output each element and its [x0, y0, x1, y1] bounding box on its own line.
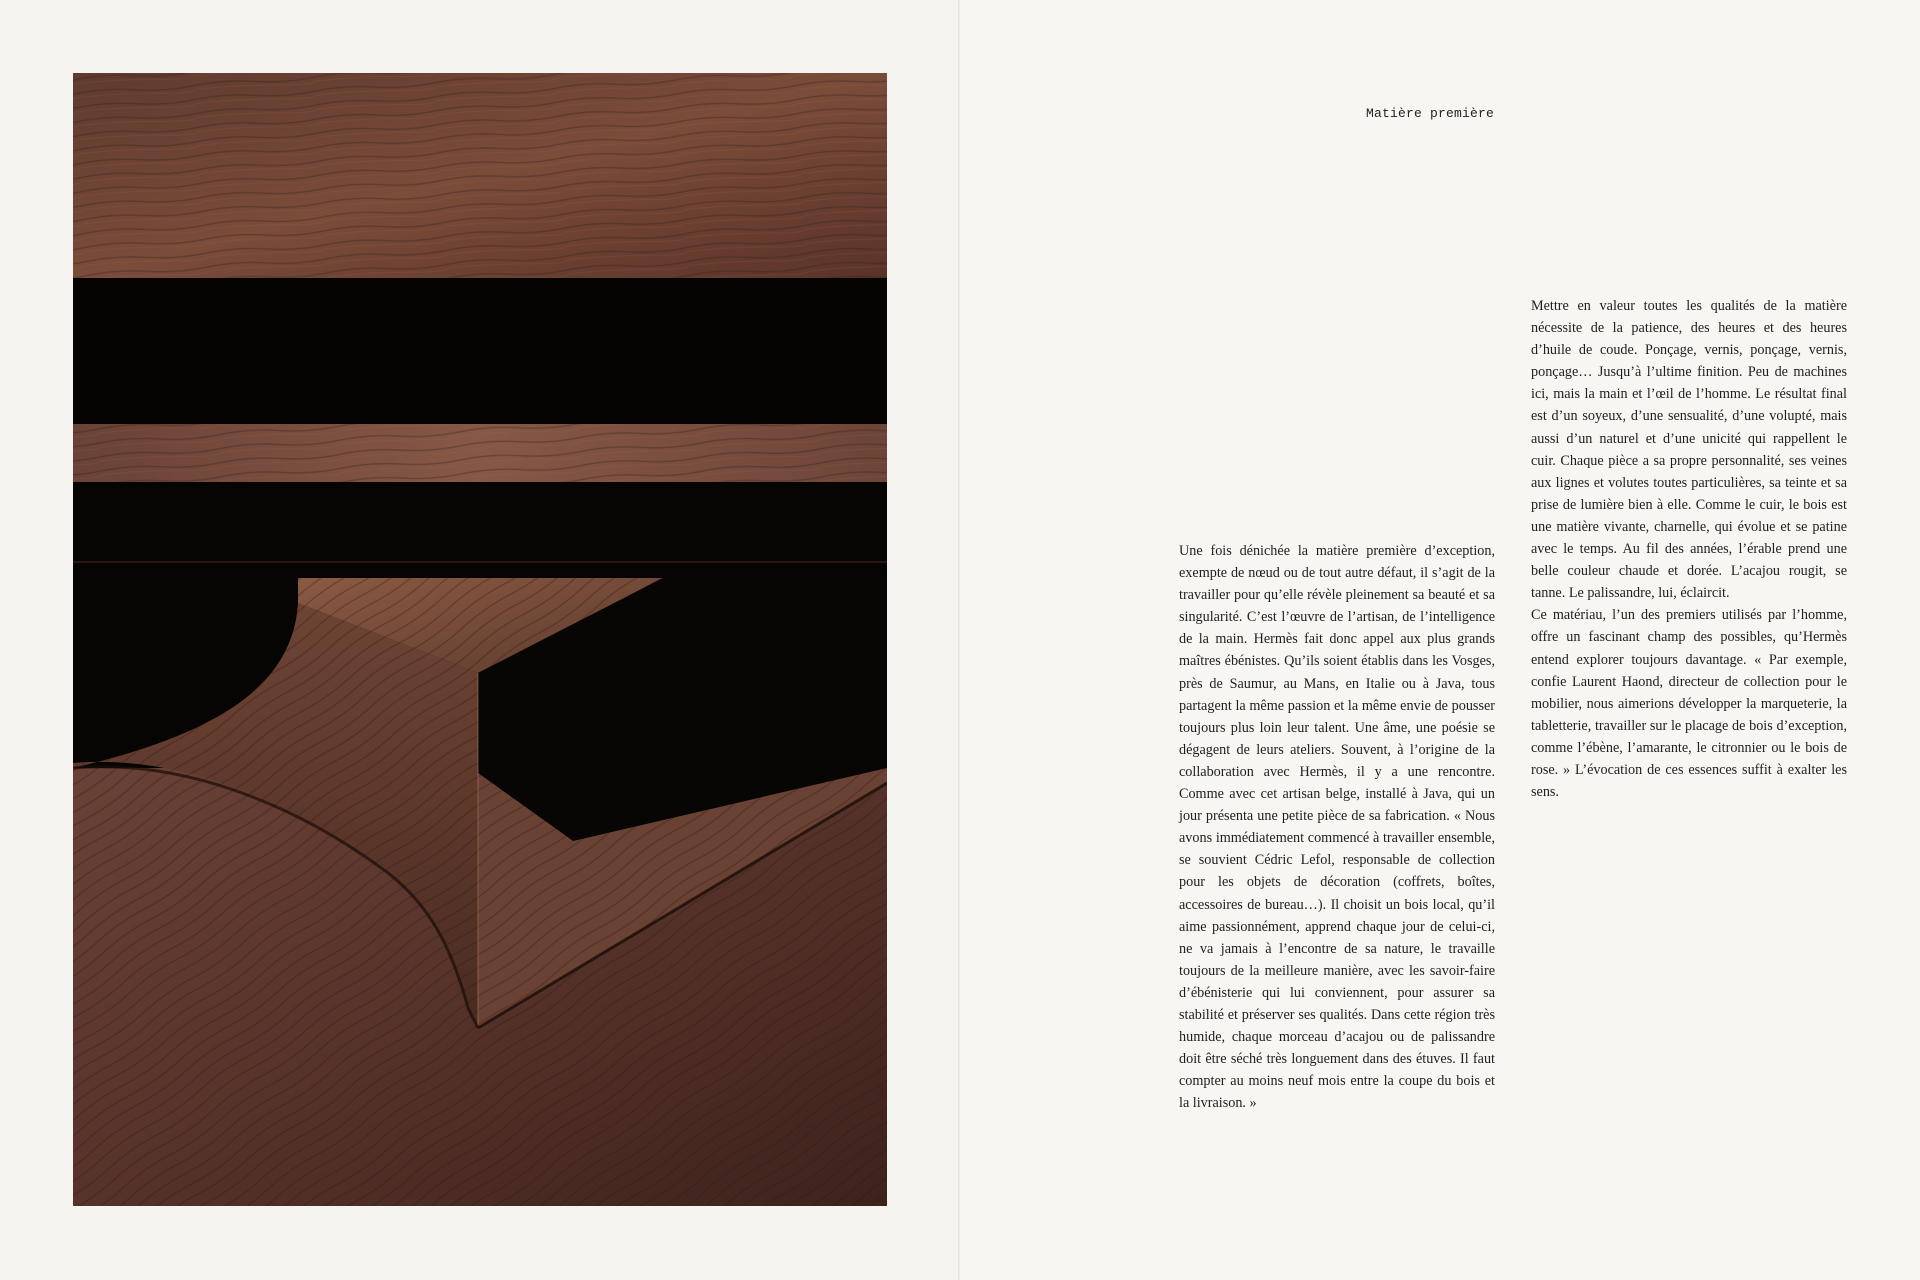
paragraph: Une fois dénichée la matière première d’exception, exempte de nœud ou de tout autre défaut, il s’agit de la travailler pour qu’elle révèle pleinement sa beauté et sa singularité. C’est l’œuvre de l’artisan, de l’intelligence de la main. Hermès fait donc appel aux plus grands maîtres ébénistes. Qu’ils soient établis dans les Vosges, près de Saumur, au Mans, en Italie ou à Java, tous partagent la même passion et la même envie de pousser toujours plus loin leur talent. Une âme, une poésie se dégagent de leurs ateliers. Souvent, à l’origine de la collaboration avec Hermès, il y a une rencontre. Comme avec cet artisan belge, installé à Java, qui un jour présenta une petite pièce de sa fabrication. « Nous avons immédiatement commencé à travailler ensemble, se souvient Cédric Lefol, responsable de collection pour les objets de décoration (coffrets, boîtes, accessoires de bureau…). Il choisit un bois local, qu’il aime passionnément, apprend chaque jour de celui-ci, ne va jamais à l’encontre de sa nature, le travaille toujours de la meilleure manière, avec les savoir-faire d’ébénisterie qui lui conviennent, pour assurer sa stabilité et préserver ses qualités. Dans cette région très humide, chaque morceau d’acajou ou de palissandre doit être séché très longuement dans des étuves. Il faut compter au moins neuf mois entre la coupe du bois et la livraison. » [1179, 543, 1495, 1112]
left-page [0, 0, 958, 1280]
text-column-left [1179, 540, 1495, 1114]
wood-photo [73, 73, 887, 1206]
section-title: Matière première [1365, 106, 1495, 121]
text-column-right [1531, 295, 1847, 803]
paragraph: Ce matériau, l’un des premiers utilisés par l’homme, offre un fascinant champ des possibles, qu’Hermès entend explorer toujours davantage. « Par exemple, confie Laurent Haond, directeur de collection pour le mobilier, nous aimerions développer la marqueterie, la tabletterie, travailler sur le placage de bois d’exception, comme l’ébène, l’amarante, le citronnier ou le bois de rose. » L’évocation de ces essences suffit à exalter les sens. [1531, 607, 1847, 801]
paragraph: Mettre en valeur toutes les qualités de la matière nécessite de la patience, des heures et des heures d’huile de coude. Ponçage, vernis, ponçage, vernis, ponçage… Jusqu’à l’ultime finition. Peu de machines ici, mais la main et l’œil de l’homme. Le résultat final est d’un soyeux, d’une sensualité, d’une volupté, mais aussi d’un naturel et d’une unicité qui rappellent le cuir. Chaque pièce a sa propre personnalité, ses veines aux lignes et volutes toutes particulières, sa teinte et sa prise de lumière bien à elle. Comme le cuir, le bois est une matière vivante, charnelle, qui évolue et se patine avec le temps. Au fil des années, l’érable prend une belle couleur chaude et dorée. L’acajou rougit, se tanne. Le palissandre, lui, éclaircit. [1531, 298, 1847, 602]
